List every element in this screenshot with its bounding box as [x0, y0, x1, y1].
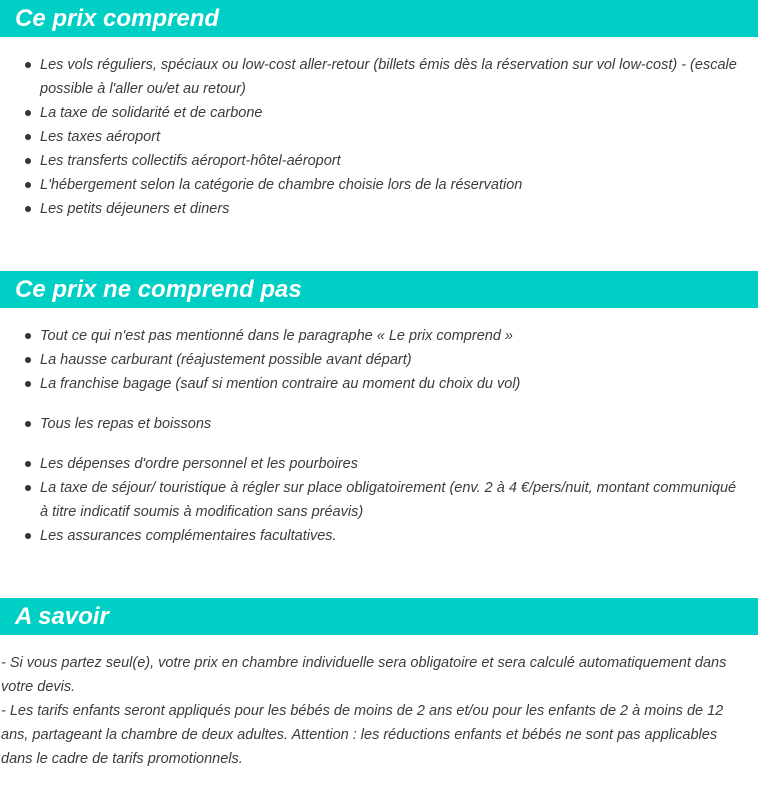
list-item: Tout ce qui n'est pas mentionné dans le paragraphe « Le prix comprend » — [0, 324, 758, 348]
list-item: La franchise bagage (sauf si mention contraire au moment du choix du vol) — [0, 372, 758, 396]
not-included-list — [0, 324, 758, 548]
list-item: L'hébergement selon la catégorie de chambre choisie lors de la réservation — [0, 173, 758, 197]
list-item: Les taxes aéroport — [0, 125, 758, 149]
section-header-not-included: Ce prix ne comprend pas — [0, 271, 758, 308]
section-header-included: Ce prix comprend — [0, 0, 758, 37]
list-item: Les dépenses d'ordre personnel et les pourboires — [0, 452, 758, 476]
included-list — [0, 53, 758, 221]
info-paragraph: - Les tarifs enfants seront appliqués pour les bébés de moins de 2 ans et/ou pour les enfants de 2 à moins de 12 ans, partageant la chambre de deux adultes. Attention : les réductions enfants et bébés ne sont pas applicables dans le cadre de tarifs promotionnels. — [1, 703, 724, 767]
list-item: La taxe de séjour/ touristique à régler sur place obligatoirement (env. 2 à 4 €/pers/nuit, montant communiqué à titre indicatif soumis à modification sans préavis) — [0, 476, 758, 524]
list-item: La taxe de solidarité et de carbone — [0, 101, 758, 125]
info-paragraph: - Si vous partez seul(e), votre prix en chambre individuelle sera obligatoire et sera calculé automatiquement dans votre devis. — [1, 655, 727, 695]
list-item: Les assurances complémentaires facultatives. — [0, 524, 758, 548]
section-header-good-to-know: A savoir — [0, 598, 758, 635]
list-item: Les transferts collectifs aéroport-hôtel-aéroport — [0, 149, 758, 173]
list-item: Tous les repas et boissons — [0, 412, 758, 436]
list-item: Les vols réguliers, spéciaux ou low-cost aller-retour (billets émis dès la réservation sur vol low-cost) - (escale possible à l'aller ou/et au retour) — [0, 53, 758, 101]
good-to-know-text — [0, 651, 758, 771]
list-item: La hausse carburant (réajustement possible avant départ) — [0, 348, 758, 372]
list-item: Les petits déjeuners et diners — [0, 197, 758, 221]
